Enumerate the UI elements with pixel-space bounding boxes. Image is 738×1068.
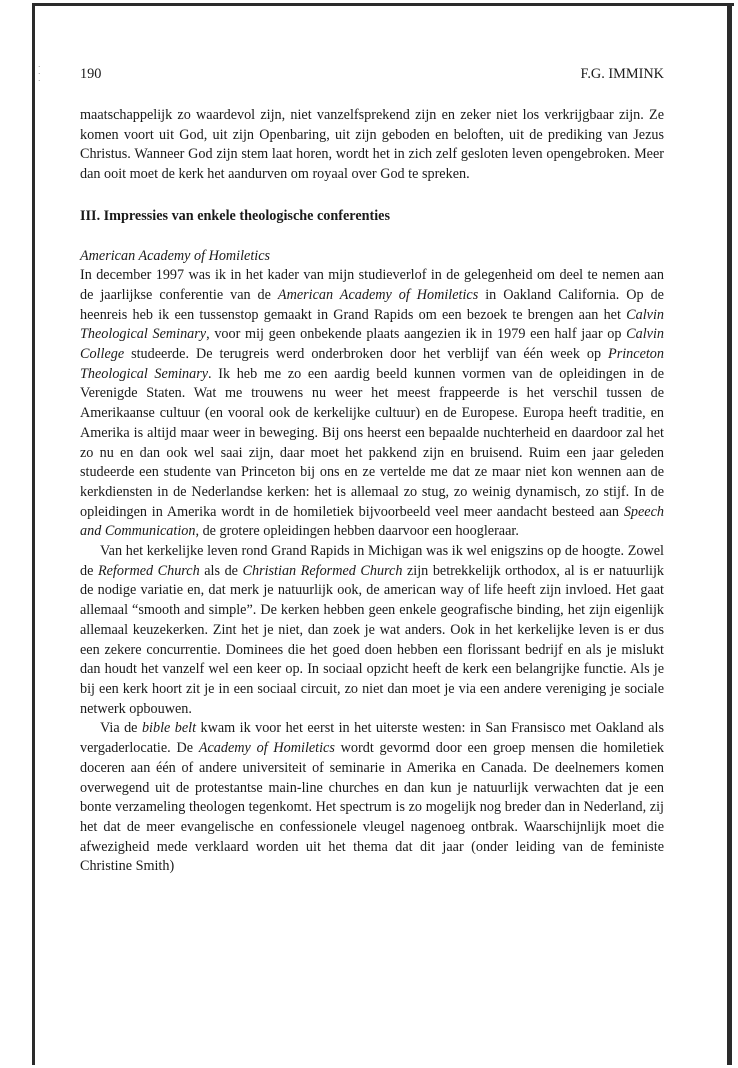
text-run: in Oakland California. Op de heenreis heb ik een tussenstop gemaakt in Grand Rapids om een bezoek te brengen aan het: [80, 286, 664, 323]
text-run: studeerde. De terugreis werd onderbroken door het verblijf van één week op: [124, 346, 609, 363]
text-run: In december 1997 was ik in het kader van mijn studieverlof in de gelegenheid om deel te nemen aan de jaarlijkse conferentie van de: [80, 267, 664, 303]
italic-run: Calvin Theological Seminary: [80, 306, 664, 343]
text-run: wordt gevormd door een groep mensen die homiletiek doceren aan één of andere universiteit of seminarie in Amerika en Canada. De deelnemers komen overwegend uit de protestantse main-line churches en dan kun je natuurlijk verwachten dat je een bonte verzameling theologen tegenkomt. Het spectrum is zo mogelijk nog breder dan in Nederland, zij het dat de meer evangelische en confessionele vleugel nagenoeg ontbrak. Waarschijnlijk moet die afwezigheid mede verklaard worden uit het thema dat dit jaar (onder leiding van de feministe Christine Smith): [80, 740, 664, 875]
scan-border-right: [727, 3, 732, 1065]
italic-run: American Academy of Homiletics: [277, 286, 479, 303]
paragraph-2: [80, 542, 664, 719]
text-run: kwam ik voor het eerst in het uiterste westen: in San Fransisco met Oakland als vergaderlocatie. De: [80, 720, 664, 757]
italic-run: Reformed Church: [97, 562, 200, 579]
italic-run: bible belt: [141, 720, 197, 737]
page-header: [80, 66, 664, 83]
italic-run: Academy of Homiletics: [198, 740, 335, 757]
text-run: , voor mij geen onbekende plaats aangezien ik in 1979 een half jaar op: [206, 326, 627, 343]
subsection-heading: American Academy of Homiletics: [80, 247, 271, 264]
paragraph-continued: maatschappelijk zo waardevol zijn, niet vanzelfsprekend zijn en zeker niet los verkrijgbaar zijn. Ze komen voort uit God, uit zijn Openbaring, uit zijn geboden en beloften, uit de prediking van Jezus Christus. Wanneer God zijn stem laat horen, wordt het in zich zelf gesloten leven opengebroken. Meer dan ooit moet de kerk het aandurven om royaal over God te spreken.: [80, 107, 664, 183]
running-head: F.G. IMMINK: [580, 66, 664, 82]
section-heading: III. Impressies van enkele theologische conferenties: [80, 207, 391, 224]
paragraph-3: [80, 719, 664, 877]
text-run: als de: [199, 562, 243, 579]
italic-run: Princeton Theological Seminary: [80, 346, 664, 382]
page-number: 190: [80, 66, 102, 82]
italic-run: Speech and Communication: [80, 503, 664, 540]
italic-run: Calvin College: [80, 326, 664, 363]
text-run: . Ik heb me zo een aardig beeld kunnen vormen van de opleidingen in de Verenigde Staten. Wat me trouwens nu weer het meest frappeerde is het verschil tussen de Amerikaanse cultuur (en vooral ook de kerkelijke cultuur) en de Europese. Europa heeft traditie, en Amerika is altijd maar weer in beweging. Bij ons heerst een bepaalde nuchterheid en daardoor zal het zo nu en dan ook wel saai zijn, daar moet het pakkend zijn en bruisend. Ruim een jaar geleden studeerde een studente van Princeton bij ons en ze vertelde me dat ze maar niet kon wennen aan de kerkdiensten in de Nederlandse kerken: het is allemaal zo stug, zo weinig dynamisch, zo stijf. In de opleidingen in Amerika wordt in de homiletiek bijvoorbeeld veel meer aandacht besteed aan: [80, 365, 664, 520]
scan-specks: · · ·: [38, 63, 41, 85]
text-run: Van het kerkelijke leven rond Grand Rapids in Michigan was ik wel enigszins op de hoogte. Zowel de: [80, 543, 664, 579]
scan-border-top: [32, 3, 734, 6]
italic-run: Christian Reformed Church: [242, 562, 403, 579]
scan-border-left: [32, 3, 35, 1065]
page-body: [80, 106, 664, 877]
text-run: Via de: [100, 720, 142, 737]
text-run: , de grotere opleidingen hebben daarvoor een hoogleraar.: [195, 523, 519, 540]
paragraph-1: [80, 266, 664, 542]
text-run: zijn betrekkelijk orthodox, al is er natuurlijk de nodige variatie en, dat merk je natuurlijk ook, de american way of life heeft zijn invloed. Het gaat allemaal “smooth and simple”. De kerken hebben geen enkele geografische binding, het zijn eigenlijk allemaal keuzekerken. Zint het je niet, dan zoek je wat anders. Ook in het kerkelijke leven is er dus een zekere concurrentie. Dominees die het goed doen hebben een florissant bedrijf en als je mislukt dan houdt het vanzelf wel een keer op. In sociaal opzicht heeft de kerk een belangrijke functie. Als je bij een kerk hoort zit je in een sociaal circuit, zo niet dan moet je via een andere vereniging je sociale netwerk opbouwen.: [80, 562, 664, 717]
